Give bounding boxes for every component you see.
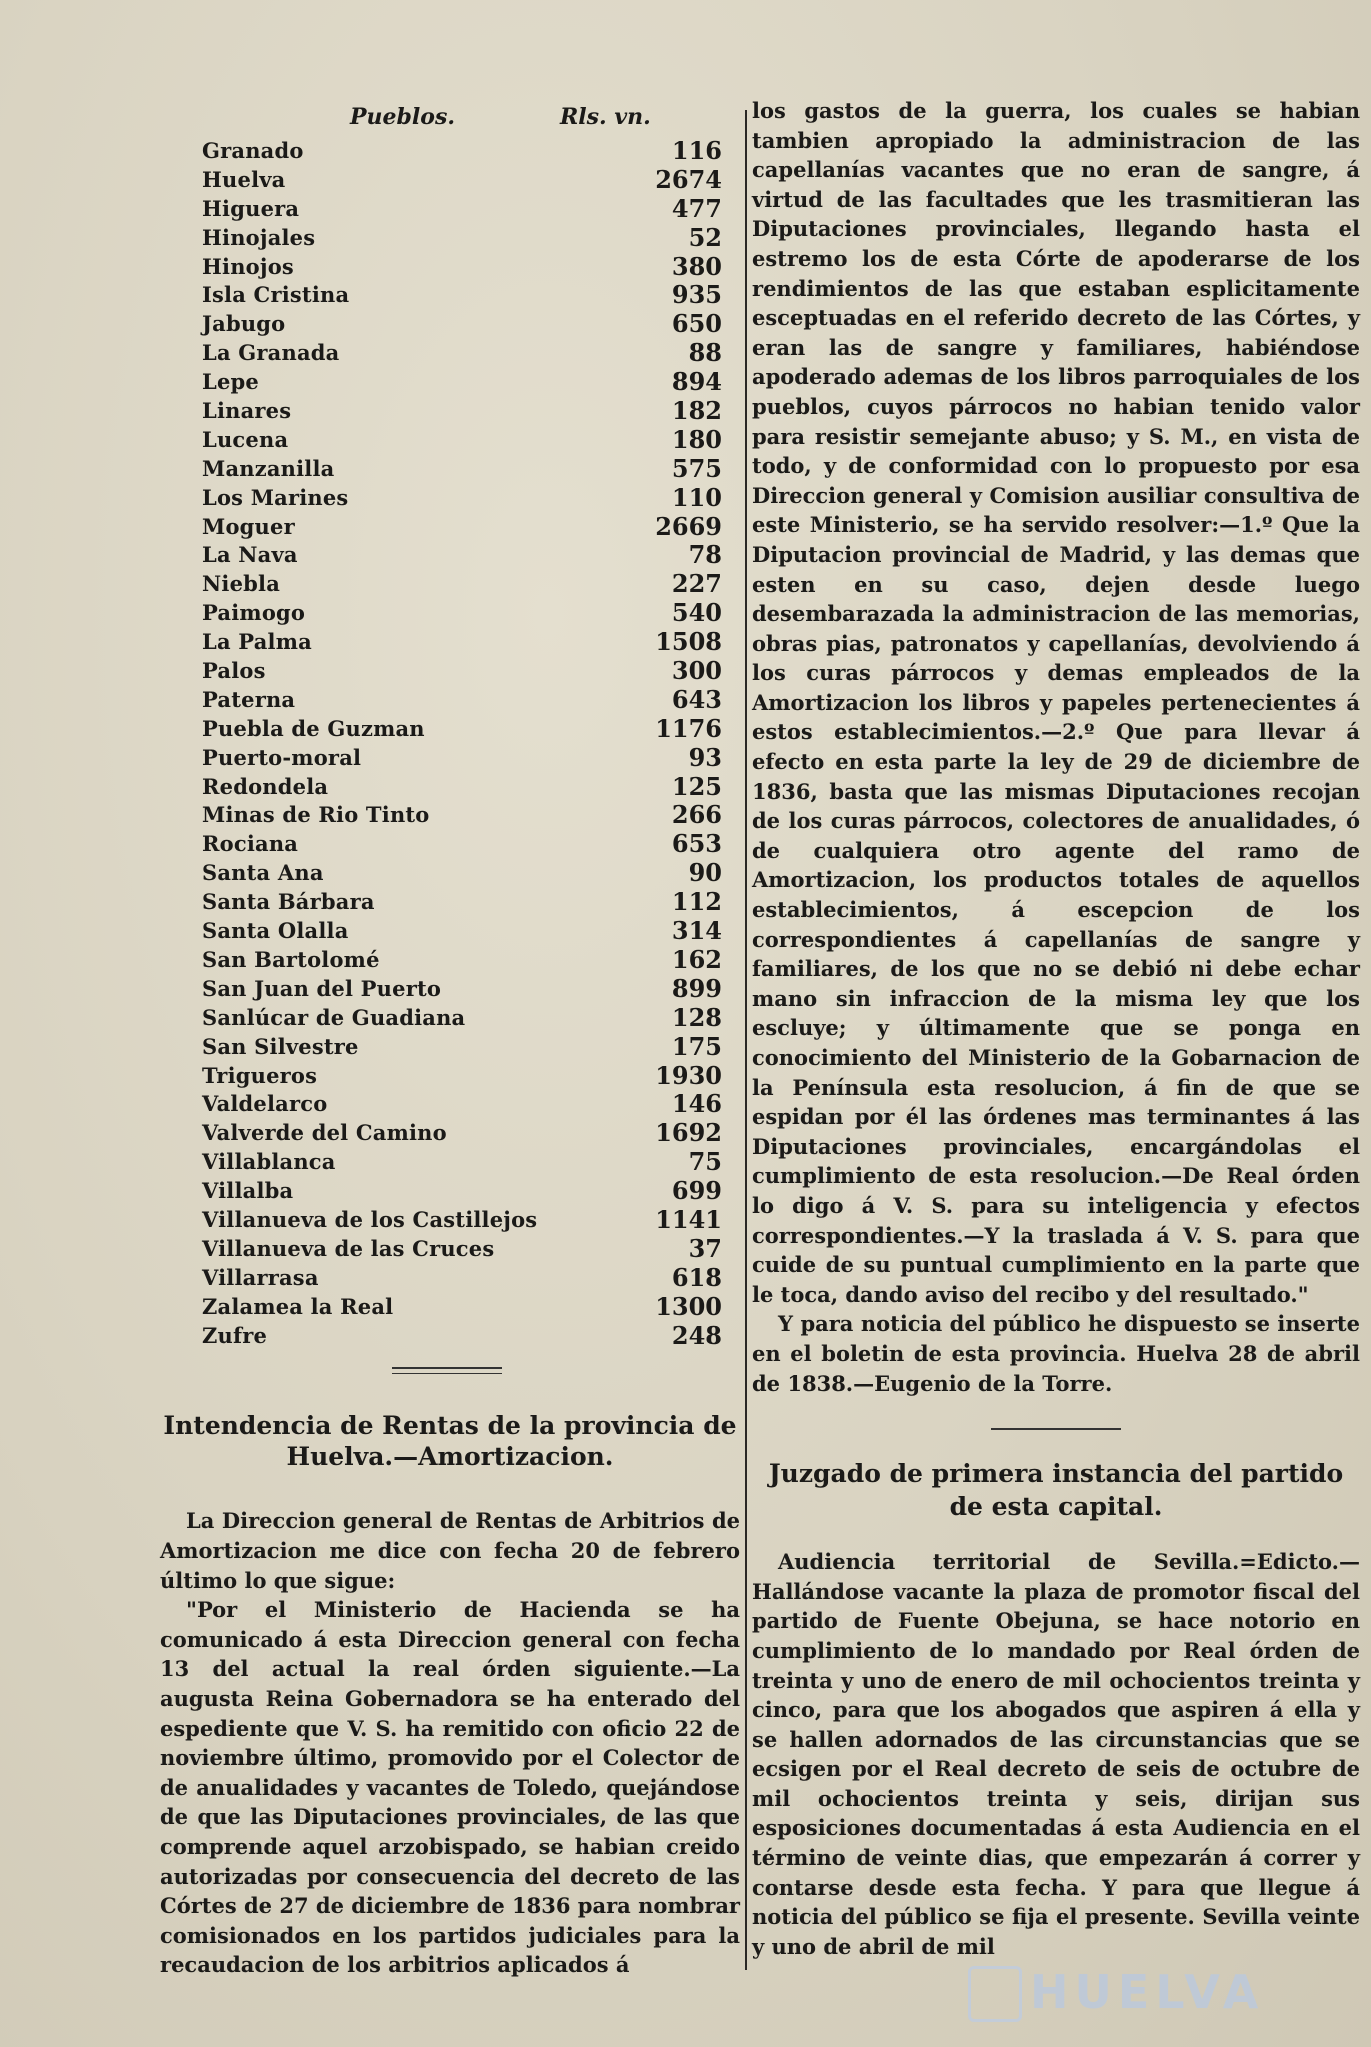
town-name: Paterna bbox=[202, 686, 296, 712]
amount-value: 300 bbox=[671, 656, 722, 686]
town-name: Moguer bbox=[202, 513, 295, 539]
table-row bbox=[160, 252, 740, 281]
amount-value: 1692 bbox=[655, 1118, 722, 1148]
amount-value: 899 bbox=[671, 973, 722, 1003]
amount-value: 146 bbox=[671, 1089, 722, 1119]
amount-value: 112 bbox=[671, 887, 722, 917]
table-row bbox=[160, 598, 740, 627]
table-row bbox=[160, 1032, 740, 1061]
town-name: Los Marines bbox=[202, 484, 349, 510]
table-row bbox=[160, 367, 740, 396]
table-row bbox=[160, 425, 740, 454]
table-row bbox=[160, 136, 740, 165]
table-row bbox=[160, 1176, 740, 1205]
town-name: Santa Ana bbox=[202, 860, 324, 886]
amount-value: 78 bbox=[688, 540, 722, 570]
amount-value: 2669 bbox=[655, 511, 722, 541]
town-name: La Palma bbox=[202, 629, 312, 655]
amount-value: 477 bbox=[671, 193, 722, 223]
amount-value: 314 bbox=[671, 916, 722, 946]
amount-value: 88 bbox=[688, 338, 722, 368]
table-row bbox=[160, 829, 740, 858]
town-name: Valverde del Camino bbox=[202, 1120, 447, 1146]
town-name: Villablanca bbox=[202, 1149, 336, 1175]
amount-value: 643 bbox=[671, 684, 722, 714]
town-name: La Granada bbox=[202, 340, 340, 366]
town-name: Lucena bbox=[202, 426, 289, 452]
amount-value: 540 bbox=[671, 598, 722, 628]
town-name: San Juan del Puerto bbox=[202, 975, 442, 1001]
table-row bbox=[160, 223, 740, 252]
table-row bbox=[160, 1321, 740, 1350]
table-row bbox=[160, 772, 740, 801]
amount-value: 894 bbox=[671, 367, 722, 397]
paragraph-edict: Audiencia territorial de Sevilla.=Edicto.—Hallándose vacante la plaza de promotor fiscal del partido de Fuente Obejuna, se hace notorio en cumplimiento de lo mandado por Real órden de treinta y uno de enero de mil ochocientos treinta y cinco, para que los abogados que aspiren á ella y se hallen adornados de las circunstancias que se ecsigen por el Real decreto de seis de octubre de mil ochocientos treinta y seis, dirijan sus esposiciones documentadas á esta Audiencia en el término de veinte dias, que empezarán á correr y contarse desde esta fecha. Y para que llegue á noticia del público se fija el presente. Sevilla veinte y uno de abril de mil bbox=[752, 1549, 1360, 1959]
paragraph-intro: La Direccion general de Rentas de Arbitrios de Amortizacion me dice con fecha 20 de febrero último lo que sigue: bbox=[160, 1508, 740, 1593]
table-row bbox=[160, 858, 740, 887]
amount-value: 618 bbox=[671, 1262, 722, 1292]
town-name: Santa Bárbara bbox=[202, 889, 375, 915]
town-name: Lepe bbox=[202, 369, 259, 395]
amount-value: 175 bbox=[671, 1031, 722, 1061]
town-name: Hinojales bbox=[202, 224, 316, 250]
amount-value: 2674 bbox=[655, 164, 722, 194]
amount-value: 227 bbox=[671, 569, 722, 599]
table-row bbox=[160, 309, 740, 338]
amount-value: 37 bbox=[688, 1233, 722, 1263]
table-header bbox=[160, 100, 740, 136]
town-name: Huelva bbox=[202, 166, 286, 192]
table-row bbox=[160, 1147, 740, 1176]
table-row bbox=[160, 165, 740, 194]
amount-value: 248 bbox=[671, 1320, 722, 1350]
town-name: Santa Olalla bbox=[202, 918, 349, 944]
amount-value: 380 bbox=[671, 251, 722, 281]
amount-value: 75 bbox=[688, 1147, 722, 1177]
town-name: La Nava bbox=[202, 542, 298, 568]
amount-value: 1930 bbox=[655, 1060, 722, 1090]
town-name: Redondela bbox=[202, 773, 329, 799]
table-row bbox=[160, 714, 740, 743]
town-name: Valdelarco bbox=[202, 1091, 328, 1117]
table-row bbox=[160, 1118, 740, 1147]
amount-value: 1176 bbox=[655, 713, 722, 743]
table-row bbox=[160, 454, 740, 483]
town-name: Paimogo bbox=[202, 600, 306, 626]
town-name: Granado bbox=[202, 138, 304, 163]
town-name: Niebla bbox=[202, 571, 281, 597]
town-name: Minas de Rio Tinto bbox=[202, 802, 430, 828]
ornament-divider bbox=[392, 1367, 502, 1374]
section-title-juzgado: Juzgado de primera instancia del partido de esta capital. bbox=[768, 1459, 1344, 1522]
town-name: Villalba bbox=[202, 1178, 294, 1204]
table-row bbox=[160, 627, 740, 656]
paragraph-notice: Y para noticia del público he dispuesto se inserte en el boletin de esta provincia. Huelva 28 de abril de 1838.—Eugenio de la Torre. bbox=[752, 1311, 1360, 1396]
column-rule bbox=[745, 110, 747, 1970]
table-row bbox=[160, 569, 740, 598]
amount-value: 128 bbox=[671, 1002, 722, 1032]
amount-value: 182 bbox=[671, 396, 722, 426]
amount-value: 266 bbox=[671, 800, 722, 830]
town-name: Linares bbox=[202, 398, 292, 424]
town-name: Puebla de Guzman bbox=[202, 715, 425, 741]
amount-value: 650 bbox=[671, 309, 722, 339]
table-row bbox=[160, 1089, 740, 1118]
town-name: Puerto-moral bbox=[202, 744, 362, 770]
paragraph-continuation: los gastos de la guerra, los cuales se habian tambien apropiado la administracion de las capellanías vacantes que no eran de sangre, á virtud de las facultades que les trasmitieran las Diputaciones provinciales, llegando hasta el estremo los de esta Córte de apoderarse de los rendimientos de las que estaban esplicitamente esceptuadas en el referido decreto de las Córtes, y eran las de sangre y familiares, habiéndose apoderado ademas de los libros parroquiales de los pueblos, cuyos párrocos no habian tenido valor para resistir semejante abuso; y S. M., en vista de todo, y de conformidad con lo propuesto por esa Direccion general y Comision ausiliar consultiva de este Ministerio, se ha servido resolver:—1.º Que la Diputacion provincial de Madrid, y las demas que esten en su caso, dejen desde luego desembarazada la administracion de las memorias, obras pias, patronatos y capellanías, devolviendo á los curas párrocos y demas empleados de la Amortizacion los libros y papeles pertenecientes á estos establecimientos.—2.º Que para llevar á efecto en esta parte la ley de 29 de diciembre de 1836, basta que las mismas Diputaciones recojan de los curas párrocos, colectores de anualidades, ó de cualquiera otro agente del ramo de Amortizacion, los productos totales de aquellos establecimientos, á escepcion de los correspondientes á capellanías de sangre y familiares, de los que no se debió ni debe echar mano sin infraccion de la misma ley que los escluye; y últimamente que se ponga en conocimiento del Ministerio de la Gobarnacion de la Península esta resolucion, á fin de que se espidan por él las órdenes mas terminantes á las Diputaciones provinciales, encargándolas el cumplimiento de esta resolucion.—De Real órden lo digo á V. S. para su inteligencia y efectos correspondientes.—Y la traslada á V. S. para que cuide de su puntual cumplimiento en la parte que le toca, dando aviso del recibo y del resultado." bbox=[752, 98, 1360, 1307]
paragraph-order: "Por el Ministerio de Hacienda se ha comunicado á esta Direccion general con fecha 13 del actual la real órden siguiente.—La augusta Reina Gobernadora se ha enterado del espediente que V. S. ha remitido con oficio 22 de noviembre último, promovido por el Colector de de anualidades y vacantes de Toledo, quejándose de que las Diputaciones provinciales, de las que comprende aquel arzobispado, se habian creido autorizadas por consecuencia del decreto de las Córtes de 27 de diciembre de 1836 para nombrar comisionados en los partidos judiciales para la recaudacion de los arbitrios aplicados á bbox=[160, 1597, 740, 1978]
section-title-amortizacion: Intendencia de Rentas de la provincia de Huelva.—Amortizacion. bbox=[163, 1411, 737, 1472]
table-row bbox=[160, 540, 740, 569]
town-name: Zalamea la Real bbox=[202, 1293, 394, 1319]
town-name: Manzanilla bbox=[202, 455, 335, 481]
table-row bbox=[160, 396, 740, 425]
table-row bbox=[160, 974, 740, 1003]
town-name: Rociana bbox=[202, 831, 299, 857]
amount-value: 1300 bbox=[655, 1291, 722, 1321]
table-row bbox=[160, 1234, 740, 1263]
table-row bbox=[160, 887, 740, 916]
amount-value: 90 bbox=[688, 858, 722, 888]
town-name: Jabugo bbox=[202, 311, 286, 337]
header-reales: Rls. vn. bbox=[560, 104, 651, 130]
table-row bbox=[160, 1061, 740, 1090]
table-row bbox=[160, 1205, 740, 1234]
amount-value: 653 bbox=[671, 829, 722, 859]
town-name: Palos bbox=[202, 658, 266, 684]
table-row bbox=[160, 280, 740, 309]
table-row bbox=[160, 194, 740, 223]
amount-value: 1508 bbox=[655, 627, 722, 657]
table-row bbox=[160, 685, 740, 714]
amount-value: 699 bbox=[671, 1176, 722, 1206]
amount-value: 575 bbox=[671, 453, 722, 483]
ornament-divider-2 bbox=[991, 1428, 1121, 1433]
table-row bbox=[160, 483, 740, 512]
town-name: Hinojos bbox=[202, 253, 294, 279]
table-body bbox=[160, 136, 740, 1349]
town-name: Villarrasa bbox=[202, 1264, 319, 1290]
table-row bbox=[160, 1263, 740, 1292]
amount-value: 935 bbox=[671, 280, 722, 310]
table-row bbox=[160, 512, 740, 541]
town-name: Trigueros bbox=[202, 1062, 318, 1088]
amount-value: 52 bbox=[688, 222, 722, 252]
left-column bbox=[160, 100, 740, 1980]
town-name: San Silvestre bbox=[202, 1033, 359, 1059]
amount-value: 180 bbox=[671, 424, 722, 454]
town-name: Isla Cristina bbox=[202, 282, 350, 308]
table-row bbox=[160, 656, 740, 685]
watermark-huelva: HUELVA bbox=[1030, 1965, 1265, 2019]
table-row bbox=[160, 800, 740, 829]
amount-value: 125 bbox=[671, 771, 722, 801]
library-stamp-icon bbox=[968, 1966, 1022, 2022]
amount-value: 93 bbox=[688, 742, 722, 772]
right-column bbox=[752, 96, 1360, 1961]
amount-value: 110 bbox=[671, 482, 722, 512]
header-pueblos: Pueblos. bbox=[350, 104, 455, 130]
town-name: Zufre bbox=[202, 1322, 268, 1348]
table-row bbox=[160, 916, 740, 945]
town-name: Villanueva de las Cruces bbox=[202, 1235, 495, 1261]
amount-value: 1141 bbox=[655, 1204, 722, 1234]
amount-value: 116 bbox=[671, 136, 722, 165]
table-row bbox=[160, 1003, 740, 1032]
table-row bbox=[160, 743, 740, 772]
town-name: Villanueva de los Castillejos bbox=[202, 1206, 538, 1232]
table-row bbox=[160, 1292, 740, 1321]
table-row bbox=[160, 338, 740, 367]
town-name: Higuera bbox=[202, 195, 300, 221]
amount-value: 162 bbox=[671, 944, 722, 974]
town-name: San Bartolomé bbox=[202, 946, 380, 972]
table-row bbox=[160, 945, 740, 974]
town-name: Sanlúcar de Guadiana bbox=[202, 1004, 466, 1030]
